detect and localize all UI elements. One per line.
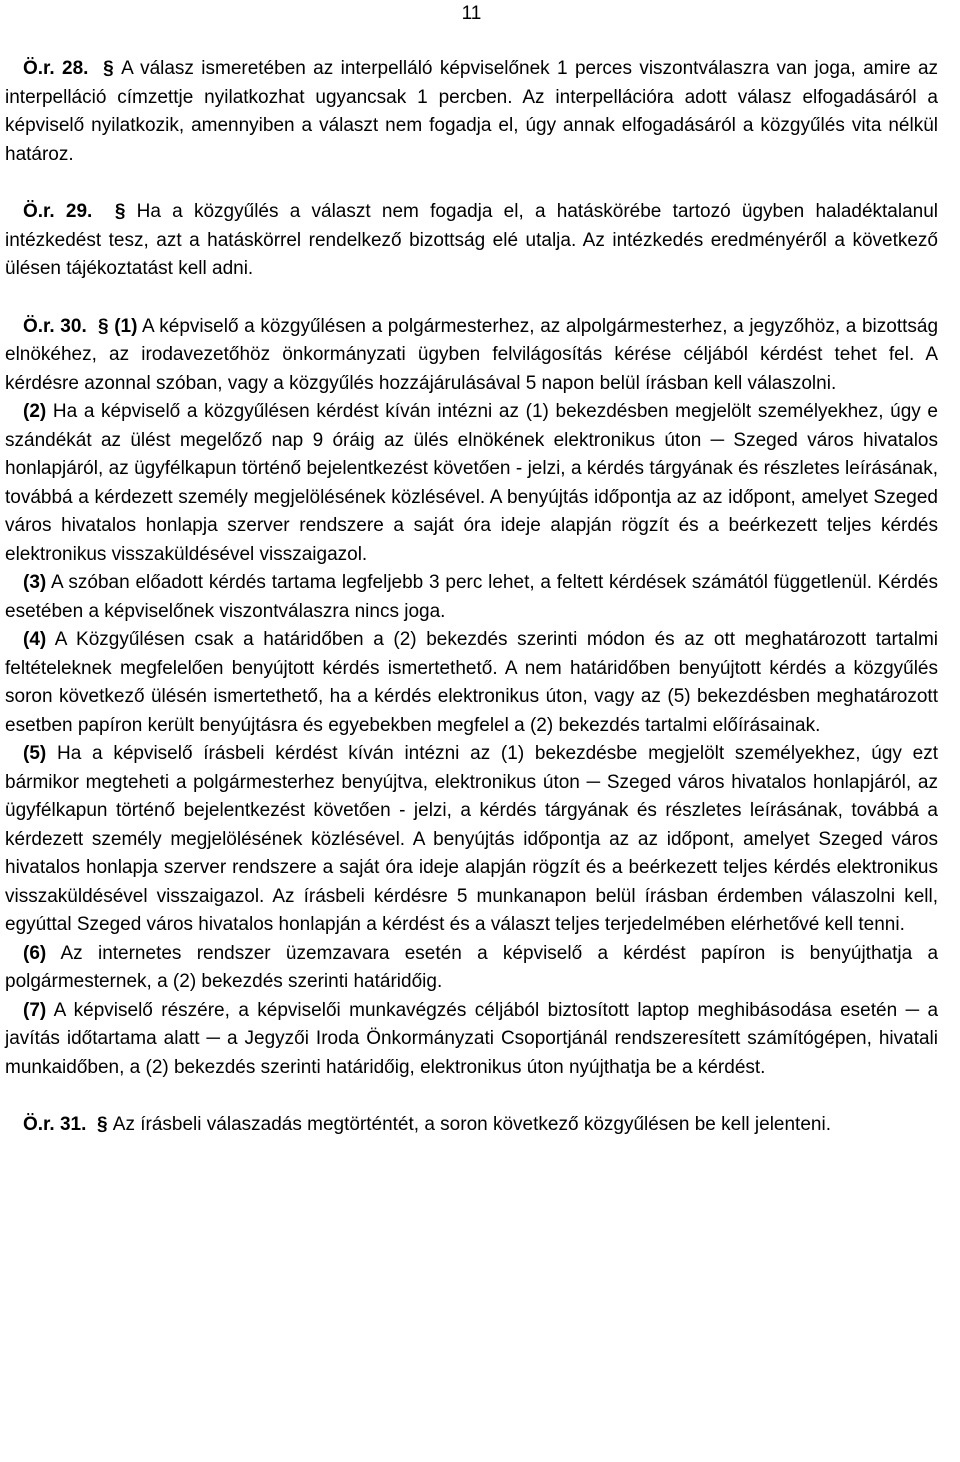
article-29-paragraph: [5, 198, 938, 284]
article-30-paragraph-2: [5, 398, 938, 569]
article-label: Ö.r. 28.: [23, 58, 89, 79]
paragraph-text: A képviselő részére, a képviselői munkavégzés céljából biztosított laptop meghibásodása esetén ─ a javítás időtartama alatt ─ a Jegyzői Iroda Önkormányzati Csoportjánál rendszeresített számítógépen, hivatali munkaidőben, a (2) bekezdés szerinti határidőig, elektronikus úton nyújthatja be a kérdést.: [5, 999, 939, 1078]
article-label: Ö.r. 30.: [23, 315, 87, 337]
article-31-paragraph: [5, 1111, 938, 1140]
article-30-paragraph-7: [5, 997, 938, 1083]
paragraph-text: Ha a képviselő írásbeli kérdést kíván intézni az (1) bekezdésbe megjelölt személyekhez, úgy ezt bármikor megteheti a polgármesterhez benyújtva, elektronikus úton ─ Szeged város hivatalos honlapjáról, az ügyfélkapun történő bejelentkezést követően - jelzi, a kérdés tárgyának és részletes leírásának, továbbá a kérdezett személy megjelölésének közlésével. A benyújtás időpontja az az időpont, amelyet Szeged város hivatalos honlapja szerver rendszere a saját óra ideje alapján rögzít és a beérkezett teljes kérdés elektronikus visszaküldésével visszaigazol. Az írásbeli kérdésre 5 munkanapon belül írásban érdemben válaszolni kell, egyúttal Szeged város hivatalos honlapján a kérdést és a választ teljes terjedelmében elérhetővé kell tenni.: [5, 743, 939, 935]
article-30-paragraph-4: [5, 626, 938, 740]
paragraph-number: (5): [23, 743, 47, 764]
article-label: Ö.r. 29.: [23, 201, 93, 222]
article-30-paragraph-6: [5, 940, 938, 997]
section-sign: §: [98, 315, 109, 337]
page-number: 11: [461, 3, 482, 24]
paragraph-text: A képviselő a közgyűlésen a polgármesterhez, az alpolgármesterhez, a jegyzőhöz, a bizottság elnökéhez, az irodavezetőhöz önkormányzati ügyben felvilágosítás kérése céljából kérdést tehet fel. A kérdésre azonnal szóban, vagy a közgyűlés hozzájárulásával 5 napon belül írásban kell válaszolni.: [5, 315, 939, 394]
article-label: Ö.r. 31.: [23, 1114, 87, 1135]
article-28-paragraph: [5, 55, 938, 169]
article-30-paragraph-5: [5, 740, 938, 940]
paragraph-number: (3): [23, 572, 47, 593]
paragraph-number: (1): [114, 315, 138, 337]
article-text: Az írásbeli válaszadás megtörténtét, a soron következő közgyűlésen be kell jelenteni.: [112, 1114, 831, 1135]
paragraph-text: A Közgyűlésen csak a határidőben a (2) bekezdés szerinti módon és az ott meghatározott tartalmi feltételeknek megfelelően benyújtott kérdés ismertethető. A nem határidőben benyújtott kérdés a közgyűlés soron következő ülésén ismertethető, ha a kérdés elektronikus úton, vagy az (5) bekezdésben meghatározott esetben papíron került benyújtásra és egyebekben megfelel a (2) bekezdés tartalmi előírásainak.: [5, 629, 938, 736]
paragraph-number: (6): [23, 942, 47, 964]
article-30-paragraph-3: [5, 569, 938, 626]
paragraph-text: Ha a képviselő a közgyűlésen kérdést kíván intézni az (1) bekezdésben megjelölt személyekhez, úgy e szándékát az ülést megelőző nap 9 óráig az ülés elnökének elektronikus úton ─ Szeged város hivatalos honlapjáról, az ügyfélkapun történő bejelentkezést követően - jelzi, a kérdés tárgyának és részletes leírásának, továbbá a kérdezett személy megjelölésének közlésével. A benyújtás időpontja az az időpont, amelyet Szeged város hivatalos honlapja szerver rendszere a saját óra ideje alapján rögzít és a beérkezett teljes kérdés elektronikus visszaküldésével visszaigazol.: [5, 401, 939, 565]
paragraph-text: Az internetes rendszer üzemzavara esetén a képviselő a kérdést papíron is benyújthatja a polgármesternek, a (2) bekezdés szerinti határidőig.: [5, 942, 939, 992]
section-sign: §: [96, 1114, 108, 1135]
paragraph-number: (4): [23, 629, 47, 650]
article-text: Ha a közgyűlés a választ nem fogadja el, a hatáskörébe tartozó ügyben haladéktalanul intézkedést tesz, azt a hatáskörrel rendelkező bizottság elé utalja. Az intézkedés eredményéről a következő ülésen tájékoztatást kell adni.: [5, 201, 939, 279]
paragraph-text: A szóban előadott kérdés tartama legfeljebb 3 perc lehet, a feltett kérdések számától függetlenül. Kérdés esetében a képviselőnek viszontválaszra nincs joga.: [5, 572, 938, 622]
article-30-paragraph-1: [5, 313, 938, 399]
paragraph-number: (7): [23, 999, 47, 1021]
section-sign: §: [114, 201, 126, 222]
document-page: [5, 0, 938, 1140]
section-sign: §: [103, 58, 114, 79]
article-text: A válasz ismeretében az interpelláló képviselőnek 1 perces viszontválaszra van joga, amire az interpelláció címzettje nyilatkozhat ugyancsak 1 percben. Az interpellációra adott válasz elfogadásáról a képviselő nyilatkozik, amennyiben a választ nem fogadja el, úgy annak elfogadásáról a közgyűlés vita nélkül határoz.: [5, 58, 939, 165]
paragraph-number: (2): [23, 401, 47, 422]
